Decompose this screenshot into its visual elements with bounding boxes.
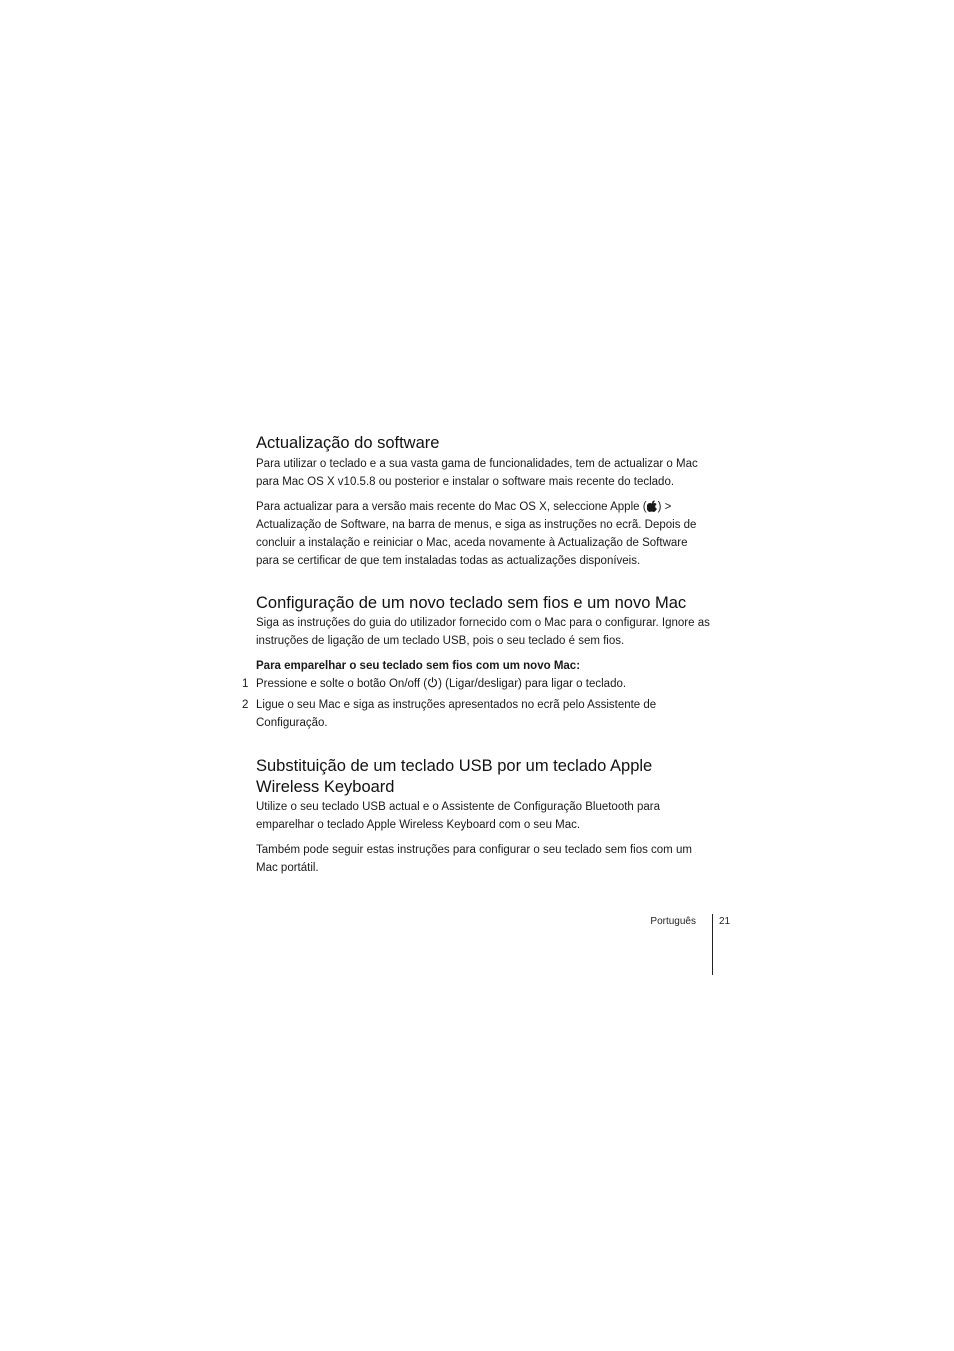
page-content bbox=[242, 433, 712, 877]
body-paragraph: Também pode seguir estas instruções para configurar o seu teclado sem fios com um Mac portátil. bbox=[256, 844, 692, 874]
section-replace-usb-keyboard bbox=[256, 756, 712, 877]
step-text: Ligue o seu Mac e siga as instruções apresentados no ecrã pelo Assistente de Configuração. bbox=[256, 699, 657, 729]
text-fragment: ) > Actualização de Software, na barra de menus, e siga as instruções no ecrã. Depois de concluir a instalação e reiniciar o Mac, aceda novamente à Actualização de Software para se certificar de que tem instaladas todas as actualizações disponíveis. bbox=[256, 501, 697, 567]
footer-language: Português bbox=[650, 916, 696, 927]
procedure-heading: Para emparelhar o seu teclado sem fios com um novo Mac: bbox=[256, 660, 581, 672]
text-fragment: ) (Ligar/desligar) para ligar o teclado. bbox=[438, 678, 627, 690]
step-number: 2 bbox=[242, 699, 249, 711]
section-heading: Actualização do software bbox=[256, 434, 440, 452]
section-heading: Configuração de um novo teclado sem fios e um novo Mac bbox=[256, 594, 687, 612]
section-heading: Substituição de um teclado USB por um teclado Apple Wireless Keyboard bbox=[256, 757, 653, 796]
body-paragraph bbox=[256, 498, 712, 570]
body-paragraph: Para utilizar o teclado e a sua vasta gama de funcionalidades, tem de actualizar o Mac para Mac OS X v10.5.8 ou posterior e instalar o software mais recente do teclado. bbox=[256, 458, 698, 488]
apple-icon bbox=[647, 500, 658, 512]
section-new-keyboard-setup bbox=[242, 593, 712, 732]
step-number: 1 bbox=[242, 678, 249, 690]
power-icon bbox=[427, 676, 438, 687]
footer-divider bbox=[712, 914, 713, 975]
page-number: 21 bbox=[719, 916, 731, 927]
text-fragment: Para actualizar para a versão mais recente do Mac OS X, seleccione Apple ( bbox=[256, 501, 647, 513]
list-item bbox=[242, 696, 712, 732]
steps-list bbox=[242, 675, 712, 732]
text-fragment: Pressione e solte o botão On/off ( bbox=[256, 678, 428, 690]
body-paragraph: Siga as instruções do guia do utilizador fornecido com o Mac para o configurar. Ignore as instruções de ligação de um teclado USB, pois o seu teclado é sem fios. bbox=[256, 617, 710, 647]
body-paragraph: Utilize o seu teclado USB actual e o Assistente de Configuração Bluetooth para emparelhar o teclado Apple Wireless Keyboard com o seu Mac. bbox=[256, 801, 661, 831]
section-software-update bbox=[256, 433, 712, 570]
list-item bbox=[242, 675, 712, 693]
